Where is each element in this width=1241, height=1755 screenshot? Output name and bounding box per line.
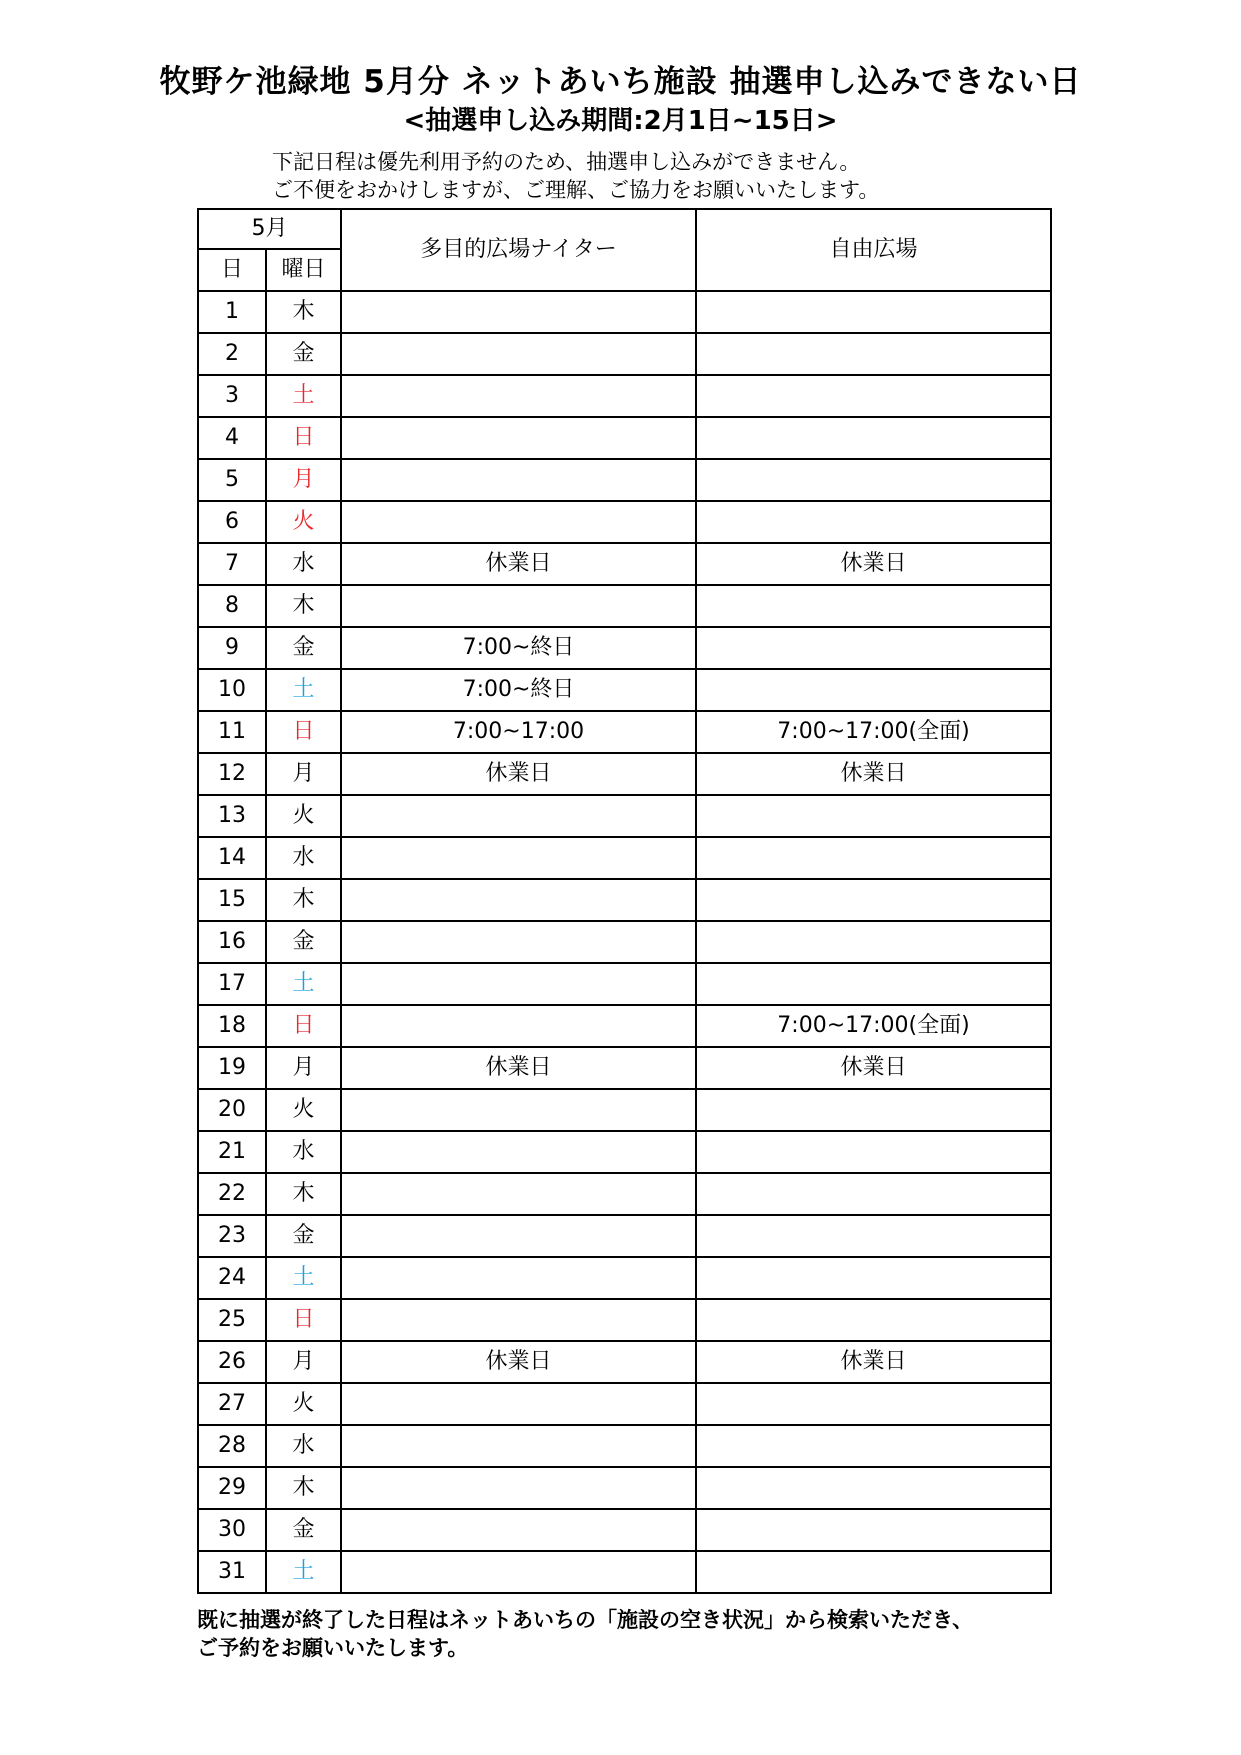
weekday-cell: 木 xyxy=(266,291,341,333)
night-plaza-cell xyxy=(341,921,696,963)
notice-line-2: ご不便をおかけしますが、ご理解、ご協力をお願いいたします。 xyxy=(272,178,880,202)
night-plaza-cell xyxy=(341,1215,696,1257)
night-plaza-cell xyxy=(341,1089,696,1131)
weekday-cell: 水 xyxy=(266,543,341,585)
table-row xyxy=(198,1467,1051,1509)
weekday-cell: 水 xyxy=(266,1131,341,1173)
weekday-cell: 金 xyxy=(266,333,341,375)
weekday-cell: 火 xyxy=(266,1089,341,1131)
table-row xyxy=(198,1215,1051,1257)
table-row xyxy=(198,1383,1051,1425)
weekday-cell: 日 xyxy=(266,1299,341,1341)
free-plaza-cell xyxy=(696,1173,1051,1215)
night-plaza-cell: 休業日 xyxy=(341,1341,696,1383)
weekday-cell: 水 xyxy=(266,837,341,879)
weekday-cell: 火 xyxy=(266,795,341,837)
night-plaza-cell xyxy=(341,585,696,627)
day-cell: 31 xyxy=(198,1551,266,1593)
table-row xyxy=(198,333,1051,375)
free-plaza-cell xyxy=(696,837,1051,879)
night-plaza-cell xyxy=(341,1551,696,1593)
free-plaza-cell xyxy=(696,795,1051,837)
night-plaza-cell xyxy=(341,291,696,333)
weekday-cell: 水 xyxy=(266,1425,341,1467)
weekday-cell: 木 xyxy=(266,585,341,627)
weekday-cell: 土 xyxy=(266,1257,341,1299)
weekday-cell: 土 xyxy=(266,669,341,711)
weekday-cell: 木 xyxy=(266,1173,341,1215)
free-plaza-cell xyxy=(696,963,1051,1005)
night-plaza-cell xyxy=(341,1383,696,1425)
weekday-cell: 月 xyxy=(266,1341,341,1383)
night-plaza-cell xyxy=(341,333,696,375)
weekday-cell: 金 xyxy=(266,1215,341,1257)
free-plaza-cell xyxy=(696,501,1051,543)
day-cell: 3 xyxy=(198,375,266,417)
night-plaza-cell xyxy=(341,963,696,1005)
weekday-cell: 土 xyxy=(266,1551,341,1593)
free-plaza-cell xyxy=(696,375,1051,417)
night-plaza-cell: 休業日 xyxy=(341,753,696,795)
free-plaza-cell xyxy=(696,459,1051,501)
day-cell: 22 xyxy=(198,1173,266,1215)
free-plaza-cell: 7:00~17:00(全面) xyxy=(696,1005,1051,1047)
day-cell: 4 xyxy=(198,417,266,459)
night-plaza-cell: 休業日 xyxy=(341,1047,696,1089)
schedule-table xyxy=(197,208,1052,1594)
day-cell: 30 xyxy=(198,1509,266,1551)
table-row xyxy=(198,291,1051,333)
day-cell: 29 xyxy=(198,1467,266,1509)
day-cell: 10 xyxy=(198,669,266,711)
free-plaza-cell xyxy=(696,1257,1051,1299)
free-plaza-cell xyxy=(696,333,1051,375)
night-plaza-cell xyxy=(341,837,696,879)
free-plaza-cell: 7:00~17:00(全面) xyxy=(696,711,1051,753)
weekday-cell: 金 xyxy=(266,627,341,669)
day-cell: 6 xyxy=(198,501,266,543)
table-row xyxy=(198,879,1051,921)
table-row xyxy=(198,1551,1051,1593)
night-plaza-cell xyxy=(341,1173,696,1215)
weekday-cell: 金 xyxy=(266,921,341,963)
table-row xyxy=(198,375,1051,417)
free-plaza-cell xyxy=(696,1383,1051,1425)
day-cell: 11 xyxy=(198,711,266,753)
night-plaza-cell xyxy=(341,501,696,543)
table-row xyxy=(198,1341,1051,1383)
table-row xyxy=(198,459,1051,501)
night-plaza-cell xyxy=(341,1005,696,1047)
night-plaza-cell xyxy=(341,417,696,459)
day-cell: 7 xyxy=(198,543,266,585)
table-row xyxy=(198,1047,1051,1089)
weekday-cell: 木 xyxy=(266,1467,341,1509)
day-cell: 20 xyxy=(198,1089,266,1131)
weekday-cell: 日 xyxy=(266,711,341,753)
weekday-cell: 火 xyxy=(266,501,341,543)
weekday-cell: 金 xyxy=(266,1509,341,1551)
free-plaza-cell xyxy=(696,669,1051,711)
footer-note-line-1: 既に抽選が終了した日程はネットあいちの「施設の空き状況」から検索いただき、 xyxy=(197,1608,974,1632)
day-cell: 27 xyxy=(198,1383,266,1425)
weekday-cell: 土 xyxy=(266,375,341,417)
day-cell: 25 xyxy=(198,1299,266,1341)
day-cell: 14 xyxy=(198,837,266,879)
free-plaza-cell xyxy=(696,1551,1051,1593)
day-cell: 26 xyxy=(198,1341,266,1383)
weekday-cell: 日 xyxy=(266,1005,341,1047)
night-plaza-cell: 7:00~終日 xyxy=(341,669,696,711)
free-plaza-cell xyxy=(696,879,1051,921)
weekday-cell: 木 xyxy=(266,879,341,921)
free-plaza-cell: 休業日 xyxy=(696,543,1051,585)
free-plaza-cell xyxy=(696,1215,1051,1257)
day-cell: 23 xyxy=(198,1215,266,1257)
facility-header-night-plaza: 多目的広場ナイター xyxy=(341,209,696,291)
table-row xyxy=(198,1257,1051,1299)
footer-note-line-2: ご予約をお願いいたします。 xyxy=(197,1636,469,1660)
night-plaza-cell xyxy=(341,1131,696,1173)
free-plaza-cell xyxy=(696,417,1051,459)
free-plaza-cell: 休業日 xyxy=(696,1341,1051,1383)
table-row xyxy=(198,501,1051,543)
day-cell: 2 xyxy=(198,333,266,375)
day-cell: 9 xyxy=(198,627,266,669)
weekday-cell: 日 xyxy=(266,417,341,459)
day-cell: 17 xyxy=(198,963,266,1005)
page-title: 牧野ケ池緑地 5月分 ネットあいち施設 抽選申し込みできない日 xyxy=(159,64,1082,100)
table-row xyxy=(198,543,1051,585)
free-plaza-cell: 休業日 xyxy=(696,1047,1051,1089)
day-cell: 8 xyxy=(198,585,266,627)
weekday-cell: 月 xyxy=(266,753,341,795)
table-row xyxy=(198,711,1051,753)
day-cell: 18 xyxy=(198,1005,266,1047)
free-plaza-cell xyxy=(696,1089,1051,1131)
free-plaza-cell xyxy=(696,1509,1051,1551)
night-plaza-cell xyxy=(341,459,696,501)
free-plaza-cell xyxy=(696,1131,1051,1173)
weekday-cell: 火 xyxy=(266,1383,341,1425)
free-plaza-cell xyxy=(696,1467,1051,1509)
night-plaza-cell xyxy=(341,879,696,921)
table-row xyxy=(198,921,1051,963)
day-cell: 19 xyxy=(198,1047,266,1089)
table-row xyxy=(198,837,1051,879)
day-cell: 13 xyxy=(198,795,266,837)
free-plaza-cell xyxy=(696,291,1051,333)
night-plaza-cell: 休業日 xyxy=(341,543,696,585)
table-row xyxy=(198,963,1051,1005)
night-plaza-cell xyxy=(341,1257,696,1299)
free-plaza-cell xyxy=(696,627,1051,669)
table-row xyxy=(198,1089,1051,1131)
table-row xyxy=(198,1005,1051,1047)
day-cell: 21 xyxy=(198,1131,266,1173)
night-plaza-cell: 7:00~終日 xyxy=(341,627,696,669)
night-plaza-cell xyxy=(341,375,696,417)
weekday-cell: 月 xyxy=(266,1047,341,1089)
night-plaza-cell xyxy=(341,1425,696,1467)
table-row xyxy=(198,1425,1051,1467)
day-cell: 15 xyxy=(198,879,266,921)
month-header: 5月 xyxy=(198,209,341,249)
facility-header-free-plaza: 自由広場 xyxy=(696,209,1051,291)
day-cell: 24 xyxy=(198,1257,266,1299)
free-plaza-cell xyxy=(696,1299,1051,1341)
free-plaza-cell xyxy=(696,585,1051,627)
table-row xyxy=(198,417,1051,459)
day-cell: 1 xyxy=(198,291,266,333)
table-row xyxy=(198,1299,1051,1341)
night-plaza-cell xyxy=(341,1509,696,1551)
table-row xyxy=(198,1131,1051,1173)
free-plaza-cell: 休業日 xyxy=(696,753,1051,795)
free-plaza-cell xyxy=(696,921,1051,963)
weekday-cell: 土 xyxy=(266,963,341,1005)
weekday-cell: 月 xyxy=(266,459,341,501)
notice-line-1: 下記日程は優先利用予約のため、抽選申し込みができません。 xyxy=(272,150,861,174)
table-row xyxy=(198,669,1051,711)
table-row xyxy=(198,1509,1051,1551)
free-plaza-cell xyxy=(696,1425,1051,1467)
night-plaza-cell xyxy=(341,1467,696,1509)
application-period: <抽選申し込み期間:2月1日~15日> xyxy=(403,106,838,136)
weekday-column-header: 曜日 xyxy=(266,249,341,291)
night-plaza-cell xyxy=(341,795,696,837)
night-plaza-cell xyxy=(341,1299,696,1341)
day-cell: 16 xyxy=(198,921,266,963)
day-cell: 28 xyxy=(198,1425,266,1467)
day-cell: 12 xyxy=(198,753,266,795)
day-column-header: 日 xyxy=(198,249,266,291)
table-row xyxy=(198,753,1051,795)
night-plaza-cell: 7:00~17:00 xyxy=(341,711,696,753)
table-row xyxy=(198,1173,1051,1215)
day-cell: 5 xyxy=(198,459,266,501)
table-row xyxy=(198,585,1051,627)
table-row xyxy=(198,627,1051,669)
table-row xyxy=(198,795,1051,837)
